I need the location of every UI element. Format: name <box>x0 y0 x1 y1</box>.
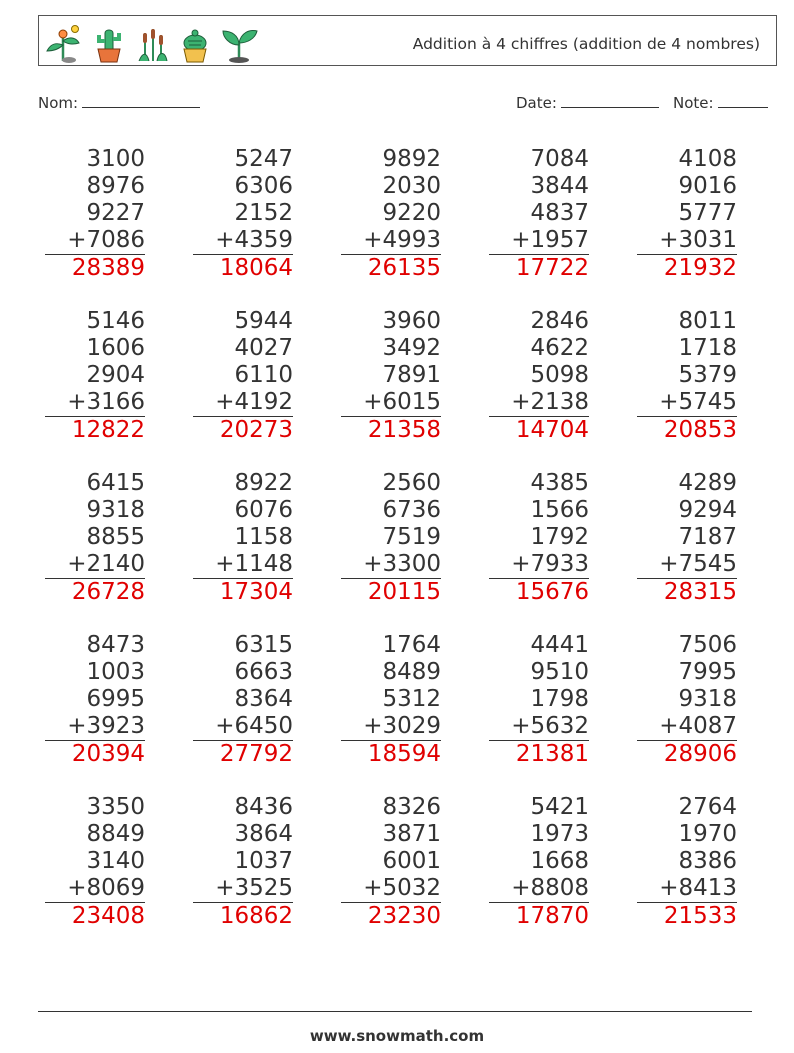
addend: 5146 <box>86 308 145 334</box>
answer: 20853 <box>663 417 737 443</box>
addition-problem <box>341 308 441 444</box>
addend: 7995 <box>678 659 737 685</box>
addition-problem <box>193 308 293 444</box>
plant-icons <box>43 19 259 63</box>
addend: 2904 <box>86 362 145 388</box>
cactus-pot-icon <box>91 23 127 63</box>
answer: 12822 <box>71 417 145 443</box>
answer: 23230 <box>367 903 441 929</box>
answer: 28906 <box>663 741 737 767</box>
answer: 26135 <box>367 255 441 281</box>
answer: 14704 <box>515 417 589 443</box>
answer: 27792 <box>219 741 293 767</box>
addend: 9016 <box>678 173 737 199</box>
addend: 3350 <box>86 794 145 820</box>
addend: 3871 <box>382 821 441 847</box>
addend: 8855 <box>86 524 145 550</box>
answer: 17722 <box>515 255 589 281</box>
addend: 5421 <box>530 794 589 820</box>
addend: 8922 <box>234 470 293 496</box>
name-label: Nom: <box>38 94 79 112</box>
answer: 20115 <box>367 579 441 605</box>
answer: 15676 <box>515 579 589 605</box>
addition-problem <box>637 308 737 444</box>
addend: 7891 <box>382 362 441 388</box>
worksheet-header <box>38 15 777 66</box>
addend: 9318 <box>678 686 737 712</box>
addend: 1158 <box>234 524 293 550</box>
addend-last: +3300 <box>341 551 441 579</box>
answer: 17870 <box>515 903 589 929</box>
addend-last: +8069 <box>45 875 145 903</box>
addend-last: +6450 <box>193 713 293 741</box>
addend: 3960 <box>382 308 441 334</box>
addend-last: +2138 <box>489 389 589 417</box>
addend: 6110 <box>234 362 293 388</box>
answer: 21533 <box>663 903 737 929</box>
addition-problem <box>341 794 441 930</box>
addend: 2764 <box>678 794 737 820</box>
answer: 16862 <box>219 903 293 929</box>
addend-last: +6015 <box>341 389 441 417</box>
addend: 9294 <box>678 497 737 523</box>
answer: 20273 <box>219 417 293 443</box>
addition-problem <box>489 470 589 606</box>
name-field <box>38 93 200 112</box>
addition-problem <box>489 794 589 930</box>
addend-last: +5032 <box>341 875 441 903</box>
note-blank[interactable] <box>718 93 768 108</box>
addition-problem <box>489 632 589 768</box>
addend: 5312 <box>382 686 441 712</box>
addend: 9318 <box>86 497 145 523</box>
addend: 5098 <box>530 362 589 388</box>
addend: 2152 <box>234 200 293 226</box>
addend: 4441 <box>530 632 589 658</box>
addend: 9227 <box>86 200 145 226</box>
addend-last: +3525 <box>193 875 293 903</box>
addition-problem <box>637 470 737 606</box>
addend: 5944 <box>234 308 293 334</box>
addend: 8326 <box>382 794 441 820</box>
addend: 6315 <box>234 632 293 658</box>
answer: 28389 <box>71 255 145 281</box>
addend: 1003 <box>86 659 145 685</box>
addend: 8436 <box>234 794 293 820</box>
addend: 1970 <box>678 821 737 847</box>
addend: 1764 <box>382 632 441 658</box>
addend: 7519 <box>382 524 441 550</box>
answer: 26728 <box>71 579 145 605</box>
addend-last: +3031 <box>637 227 737 255</box>
addend: 9510 <box>530 659 589 685</box>
addend: 7187 <box>678 524 737 550</box>
cattail-plant-icon <box>135 23 171 63</box>
addend-last: +4993 <box>341 227 441 255</box>
addend: 6995 <box>86 686 145 712</box>
addend: 1798 <box>530 686 589 712</box>
addition-problem <box>341 632 441 768</box>
addition-problem <box>193 632 293 768</box>
addend: 8976 <box>86 173 145 199</box>
addition-problem <box>45 308 145 444</box>
addend-last: +4359 <box>193 227 293 255</box>
addend: 2030 <box>382 173 441 199</box>
answer: 20394 <box>71 741 145 767</box>
addend: 8849 <box>86 821 145 847</box>
answer: 18064 <box>219 255 293 281</box>
addend: 3140 <box>86 848 145 874</box>
addend: 6076 <box>234 497 293 523</box>
footer-divider <box>38 1011 752 1012</box>
addend: 8364 <box>234 686 293 712</box>
answer: 21358 <box>367 417 441 443</box>
addend: 2846 <box>530 308 589 334</box>
addend: 6663 <box>234 659 293 685</box>
answer: 23408 <box>71 903 145 929</box>
addend: 9892 <box>382 146 441 172</box>
name-blank[interactable] <box>82 93 200 108</box>
addend: 3100 <box>86 146 145 172</box>
date-field <box>516 93 659 112</box>
addition-problem <box>341 470 441 606</box>
addend-last: +7086 <box>45 227 145 255</box>
addend-last: +3923 <box>45 713 145 741</box>
note-field <box>673 93 768 112</box>
potted-succulent-icon <box>179 23 211 63</box>
addition-problem <box>45 470 145 606</box>
addend: 4108 <box>678 146 737 172</box>
addition-problem <box>637 794 737 930</box>
addend-last: +1148 <box>193 551 293 579</box>
addition-problem <box>637 146 737 282</box>
addition-problem <box>45 632 145 768</box>
addend: 2560 <box>382 470 441 496</box>
addition-problem <box>489 146 589 282</box>
addend-last: +7933 <box>489 551 589 579</box>
addition-problem <box>489 308 589 444</box>
addend-last: +7545 <box>637 551 737 579</box>
addend: 7084 <box>530 146 589 172</box>
addend: 3864 <box>234 821 293 847</box>
addition-problem <box>341 146 441 282</box>
addend-last: +8808 <box>489 875 589 903</box>
addition-problem <box>193 794 293 930</box>
addend-last: +2140 <box>45 551 145 579</box>
worksheet-title: Addition à 4 chiffres (addition de 4 nombres) <box>412 35 760 53</box>
date-label: Date: <box>516 94 557 112</box>
addend-last: +8413 <box>637 875 737 903</box>
answer: 17304 <box>219 579 293 605</box>
addend-last: +4192 <box>193 389 293 417</box>
addend: 1718 <box>678 335 737 361</box>
addend: 6001 <box>382 848 441 874</box>
flower-sprout-icon <box>43 23 83 63</box>
addend: 4027 <box>234 335 293 361</box>
addend: 1792 <box>530 524 589 550</box>
addend: 1973 <box>530 821 589 847</box>
addition-problem <box>45 794 145 930</box>
addend-last: +5632 <box>489 713 589 741</box>
addend: 6415 <box>86 470 145 496</box>
addition-problem <box>193 470 293 606</box>
addend: 1566 <box>530 497 589 523</box>
addend: 5379 <box>678 362 737 388</box>
addend: 4385 <box>530 470 589 496</box>
addition-problem <box>193 146 293 282</box>
addend-last: +1957 <box>489 227 589 255</box>
note-label: Note: <box>673 94 714 112</box>
addend: 8473 <box>86 632 145 658</box>
addend: 9220 <box>382 200 441 226</box>
addend: 3492 <box>382 335 441 361</box>
addition-problem <box>637 632 737 768</box>
addend: 7506 <box>678 632 737 658</box>
footer-site: www.snowmath.com <box>309 1027 485 1045</box>
answer: 21932 <box>663 255 737 281</box>
addend: 8386 <box>678 848 737 874</box>
addend-last: +3166 <box>45 389 145 417</box>
addend: 3844 <box>530 173 589 199</box>
addend-last: +4087 <box>637 713 737 741</box>
answer: 21381 <box>515 741 589 767</box>
seedling-icon <box>219 23 259 63</box>
date-blank[interactable] <box>561 93 659 108</box>
addend: 1668 <box>530 848 589 874</box>
addend: 1037 <box>234 848 293 874</box>
addend: 6736 <box>382 497 441 523</box>
addend: 4837 <box>530 200 589 226</box>
addition-problem <box>45 146 145 282</box>
addend: 8011 <box>678 308 737 334</box>
addend: 5247 <box>234 146 293 172</box>
addend: 1606 <box>86 335 145 361</box>
addend: 4622 <box>530 335 589 361</box>
addend-last: +5745 <box>637 389 737 417</box>
addend: 5777 <box>678 200 737 226</box>
addend: 6306 <box>234 173 293 199</box>
answer: 28315 <box>663 579 737 605</box>
addend-last: +3029 <box>341 713 441 741</box>
addend: 8489 <box>382 659 441 685</box>
answer: 18594 <box>367 741 441 767</box>
addend: 4289 <box>678 470 737 496</box>
